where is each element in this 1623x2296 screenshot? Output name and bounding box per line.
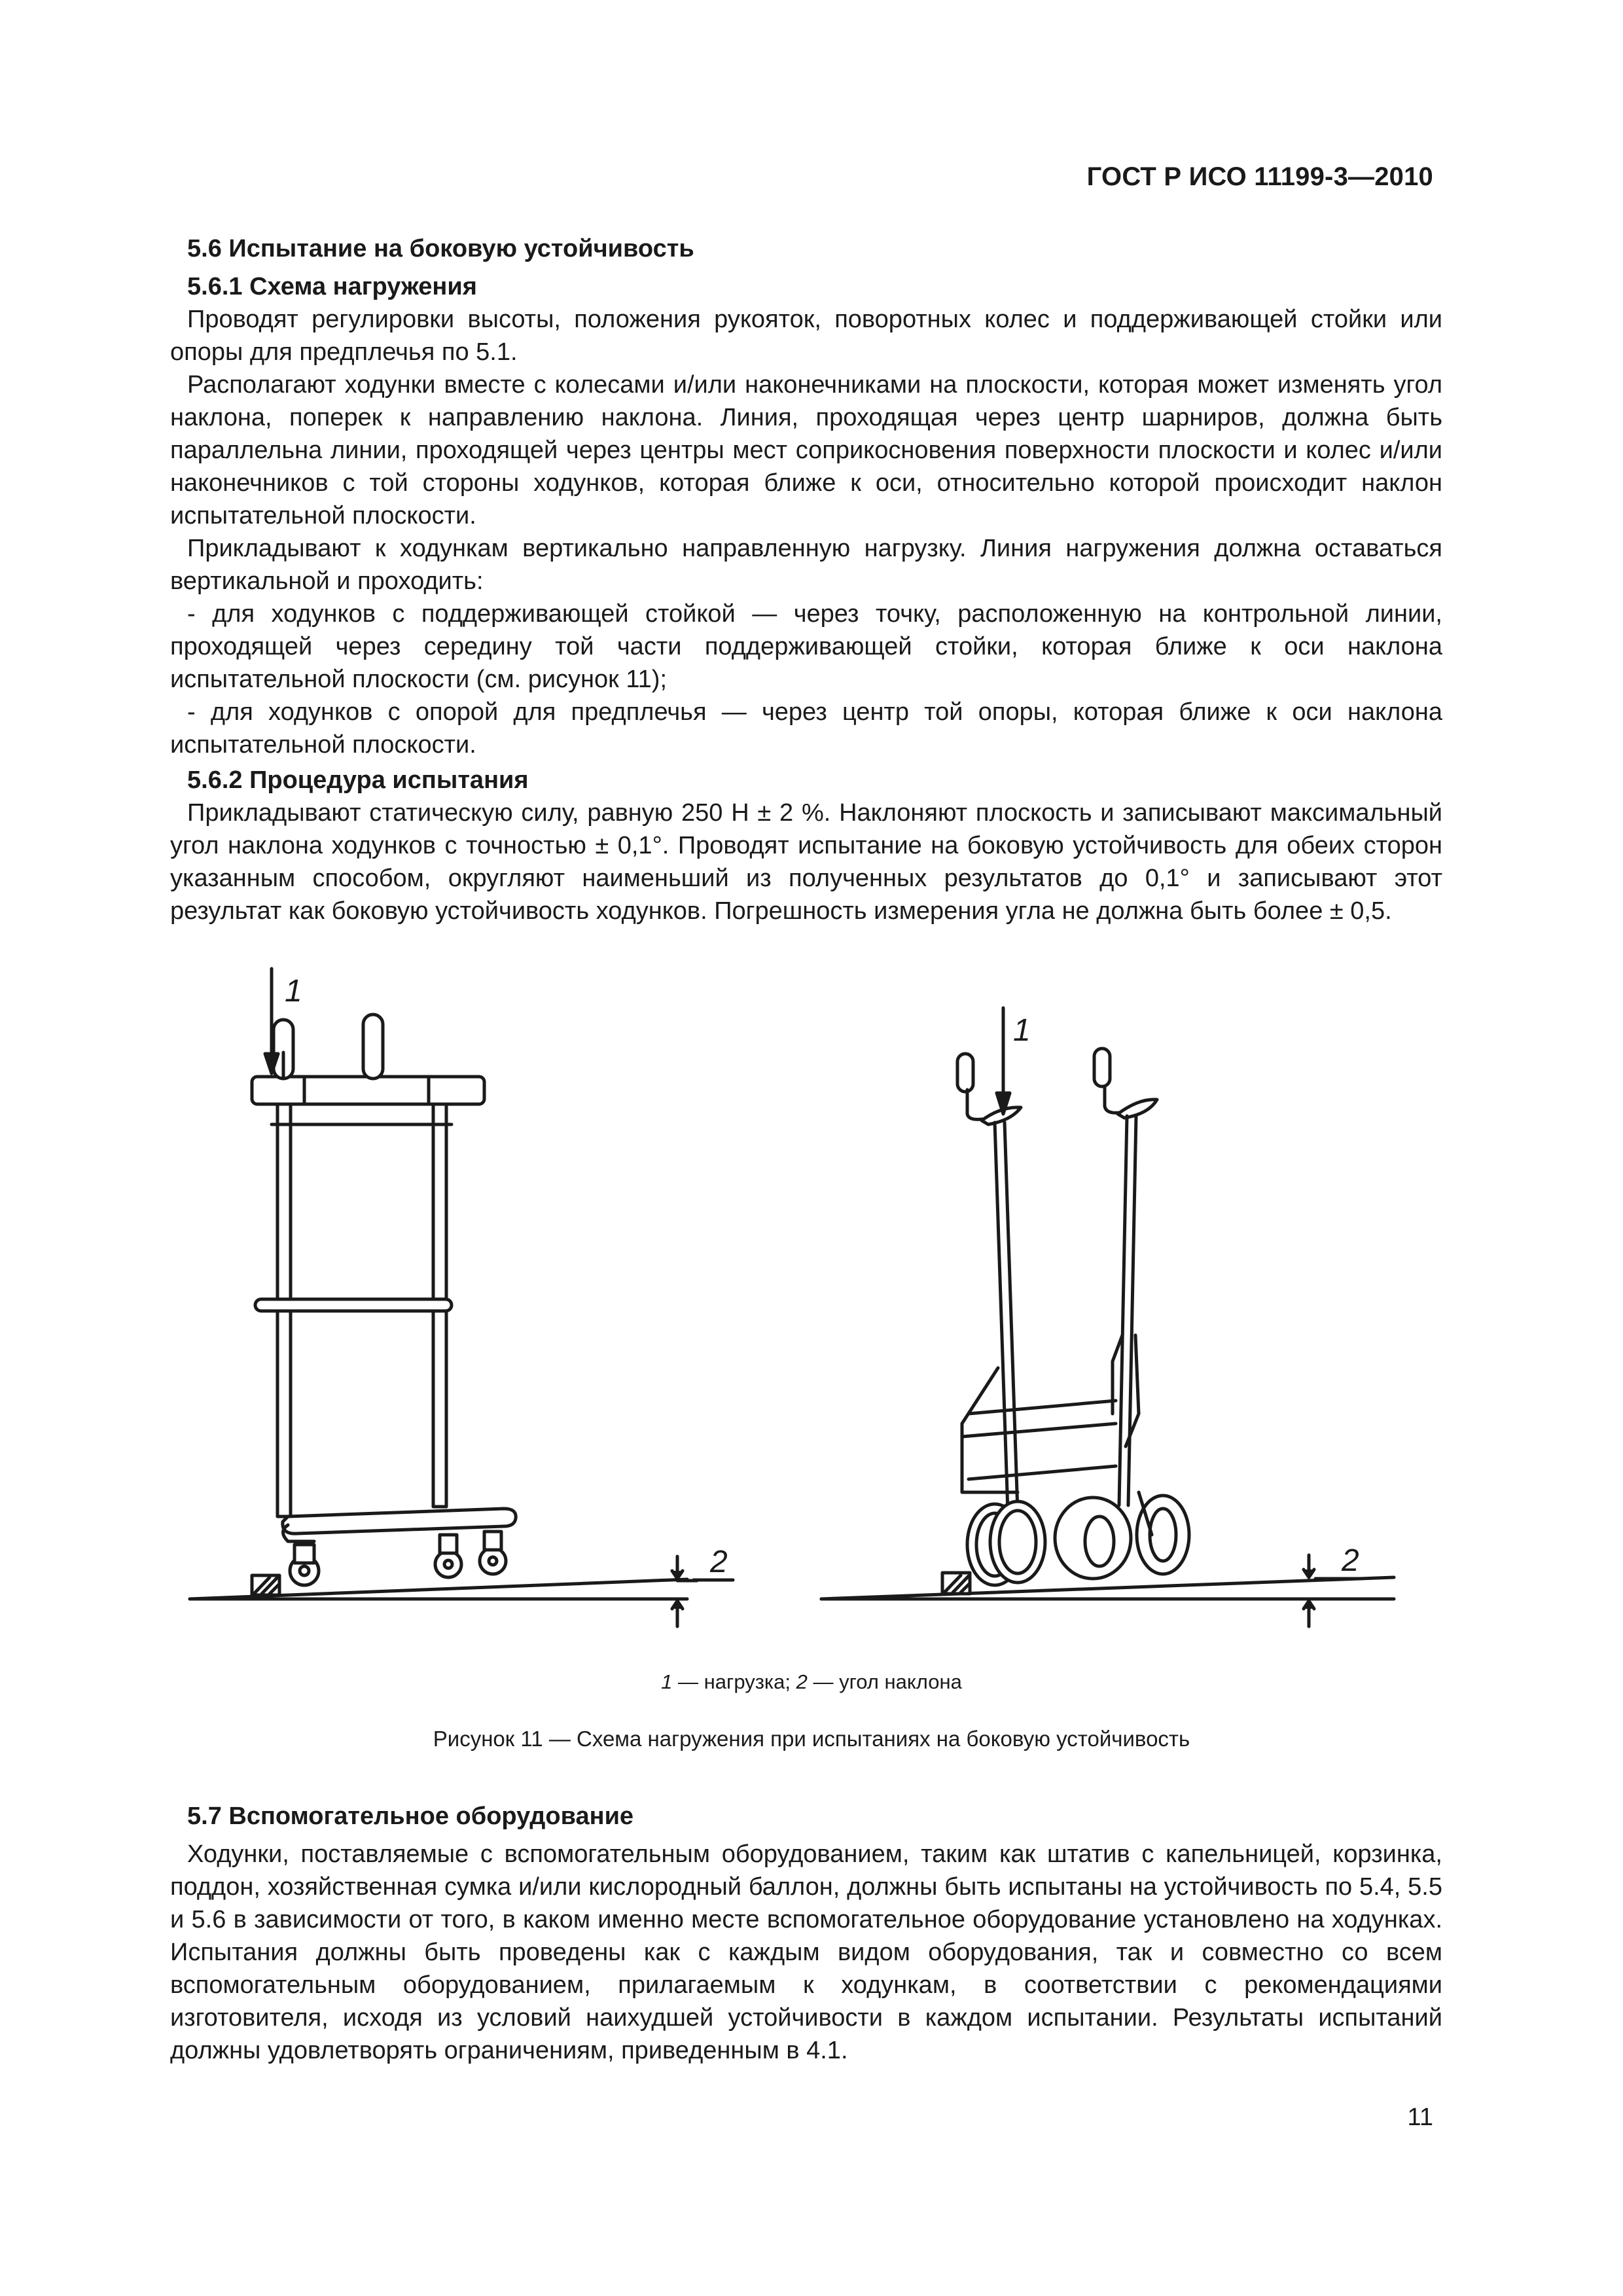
paragraph: Прикладывают к ходункам вертикально направленную нагрузку. Линия нагружения должна оставаться вертикальной и проходить: [170,535,1442,595]
paragraph: Проводят регулировки высоты, положения рукояток, поворотных колес и поддерживающей стойки или опоры для предплечья по 5.1. [170,306,1442,366]
paragraph: Располагают ходунки вместе с колесами и/или наконечниками на плоскости, которая может изменять угол наклона, поперек к направлению наклона. Линия, проходящая через центр шарниров, должна быть параллельна линии, проходящей через центры мест соприкосновения поверхности плоскости и колес и/или наконечников с той стороны ходунков, которая ближе к оси, относительно которой происходит наклон испытательной плоскости. [170,371,1442,529]
document-header: ГОСТ Р ИСО 11199-3—2010 [1086,162,1433,191]
angle-label-left: 2 [710,1545,728,1579]
paragraph: Прикладывают статическую силу, равную 250 Н ± 2 %. Наклоняют плоскость и записывают максимальный угол наклона ходунков с точностью ± 0,1°. Проводят испытание на боковую устойчивость для обеих сторон указанным способом, округляют наименьший из полученных результатов до 0,1° и записывают этот результат как боковую устойчивость ходунков. Погрешность измерения угла не должна быть более ± 0,5. [170,799,1442,925]
subsection-title-5-6-2: 5.6.2 Процедура испытания [187,766,529,794]
load-label-right: 1 [1013,1013,1031,1048]
walker-forearm-support-drawing [821,1049,1394,1626]
figure-caption: Рисунок 11 — Схема нагружения при испытаниях на боковую устойчивость [433,1727,1190,1751]
angle-label-right: 2 [1342,1543,1359,1578]
legend-key-2: 2 [796,1670,808,1693]
legend-key-1: 1 [661,1670,673,1693]
legend-text-2: — угол наклона [807,1670,962,1693]
figure-drawing [0,942,1623,1780]
page-number: 11 [1407,2104,1433,2131]
list-item: - для ходунков с поддерживающей стойкой — через точку, расположенную на контрольной линии, проходящей через середину той части поддерживающей стойки, которая ближе к оси наклона испытательной плоскости (см. рисунок 11); [170,600,1442,693]
subsection-title-5-6-1: 5.6.1 Схема нагружения [187,273,477,300]
list-item: - для ходунков с опорой для предплечья — через центр той опоры, которая ближе к оси наклона испытательной плоскости. [170,698,1442,759]
legend-text-1: — нагрузка; [672,1670,796,1693]
figure-legend [0,1670,1623,1694]
section-title-5-7: 5.7 Вспомогательное оборудование [187,1803,634,1830]
load-label-left: 1 [285,974,302,1009]
section-title-5-6: 5.6 Испытание на боковую устойчивость [187,235,694,262]
section-5-6 [170,232,1442,927]
section-5-7 [170,1800,1442,2067]
figure-11 [0,942,1623,1780]
paragraph: Ходунки, поставляемые с вспомогательным оборудованием, таким как штатив с капельницей, корзинка, поддон, хозяйственная сумка и/или кислородный баллон, должны быть испытаны на устойчивость по 5.4, 5.5 и 5.6 в зависимости от того, в каком именно месте вспомогательное оборудование установлено на ходунках. Испытания должны быть проведены как с каждым видом оборудования, так и совместно со всем вспомогательным оборудованием, прилагаемым к ходункам, в соответствии с рекомендациями изготовителя, исходя из условий наихудшей устойчивости в каждом испытании. Результаты испытаний должны удовлетворять ограничениям, приведенным в 4.1. [170,1840,1442,2064]
walker-support-post-drawing [190,1014,733,1626]
